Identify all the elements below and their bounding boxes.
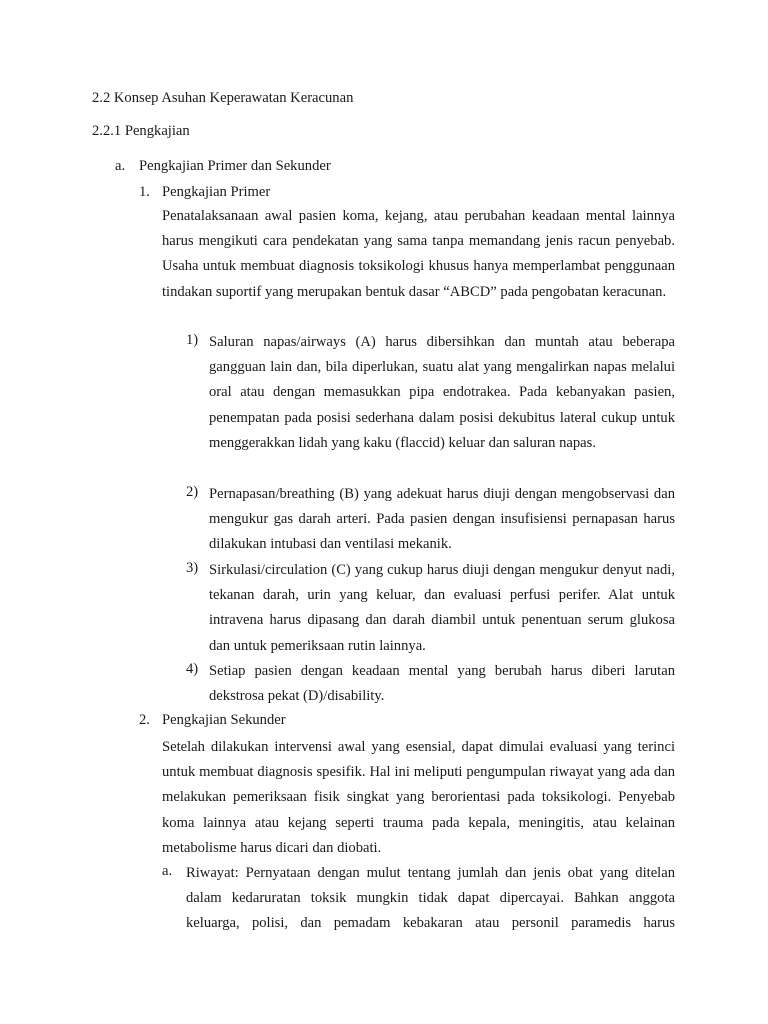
list-item-text: Pernapasan/breathing (B) yang adekuat harus diuji dengan mengobservasi dan mengukur gas darah arteri. Pada pasien dengan insufisiensi pernapasan harus dilakukan intubasi dan ventilasi mekanik.: [209, 486, 675, 553]
list-item-title: Pengkajian Sekunder: [162, 712, 286, 728]
list-marker: 1): [186, 332, 199, 348]
section-heading: 2.2 Konsep Asuhan Keperawatan Keracunan: [92, 90, 354, 106]
list-item-text: Sirkulasi/circulation (C) yang cukup harus diuji dengan mengukur denyut nadi, tekanan darah, urin yang keluar, dan evaluasi perfusi perifer. Alat untuk intravena harus dipasang dan darah diambil untuk penentuan serum glukosa dan untuk pemeriksaan rutin lainnya.: [209, 562, 675, 654]
list-item-title: Pengkajian Primer dan Sekunder: [139, 158, 331, 174]
list-item-text: Riwayat: Pernyataan dengan mulut tentang jumlah dan jenis obat yang ditelan dalam kedaruratan toksik mungkin tidak dapat dipercayai. Bahkan anggota keluarga, polisi, dan pemadam kebakaran atau personil paramedis harus: [186, 865, 675, 932]
list-marker: 1.: [139, 184, 150, 200]
list-marker: a.: [162, 863, 173, 879]
paragraph-sekunder-intro: Setelah dilakukan intervensi awal yang esensial, dapat dimulai evaluasi yang terinci untuk membuat diagnosis spesifik. Hal ini meliputi pengumpulan riwayat yang ada dan melakukan pemeriksaan fisik singkat yang berorientasi pada toksikologi. Penyebab koma lainnya atau kejang seperti trauma pada kepala, meningitis, atau kelainan metabolisme harus dicari dan diobati.: [162, 739, 675, 856]
list-item-text: Saluran napas/airways (A) harus dibersihkan dan muntah atau beberapa gangguan lain dan, bila diperlukan, suatu alat yang mengalirkan napas melalui oral atau dengan memasukkan pipa endotrakea. Pada kebanyakan pasien, penempatan pada posisi sederhana dalam posisi dekubitus lateral cukup untuk menggerakkan lidah yang kaku (flaccid) keluar dan saluran napas.: [209, 334, 675, 451]
list-marker: 2): [186, 484, 199, 500]
list-item-title: Pengkajian Primer: [162, 184, 271, 200]
subsection-heading: 2.2.1 Pengkajian: [92, 123, 190, 139]
paragraph-primer-intro: Penatalaksanaan awal pasien koma, kejang, atau perubahan keadaan mental lainnya harus mengikuti cara pendekatan yang sama tanpa memandang jenis racun penyebab. Usaha untuk membuat diagnosis toksikologi khusus hanya memperlambat penggunaan tindakan suportif yang merupakan bentuk dasar “ABCD” pada pengobatan keracunan.: [162, 208, 675, 300]
list-marker: 4): [186, 661, 199, 677]
list-marker: a.: [115, 158, 126, 174]
list-item-text: Setiap pasien dengan keadaan mental yang berubah harus diberi larutan dekstrosa pekat (D)/disability.: [209, 663, 675, 705]
list-marker: 2.: [139, 712, 150, 728]
list-marker: 3): [186, 560, 199, 576]
